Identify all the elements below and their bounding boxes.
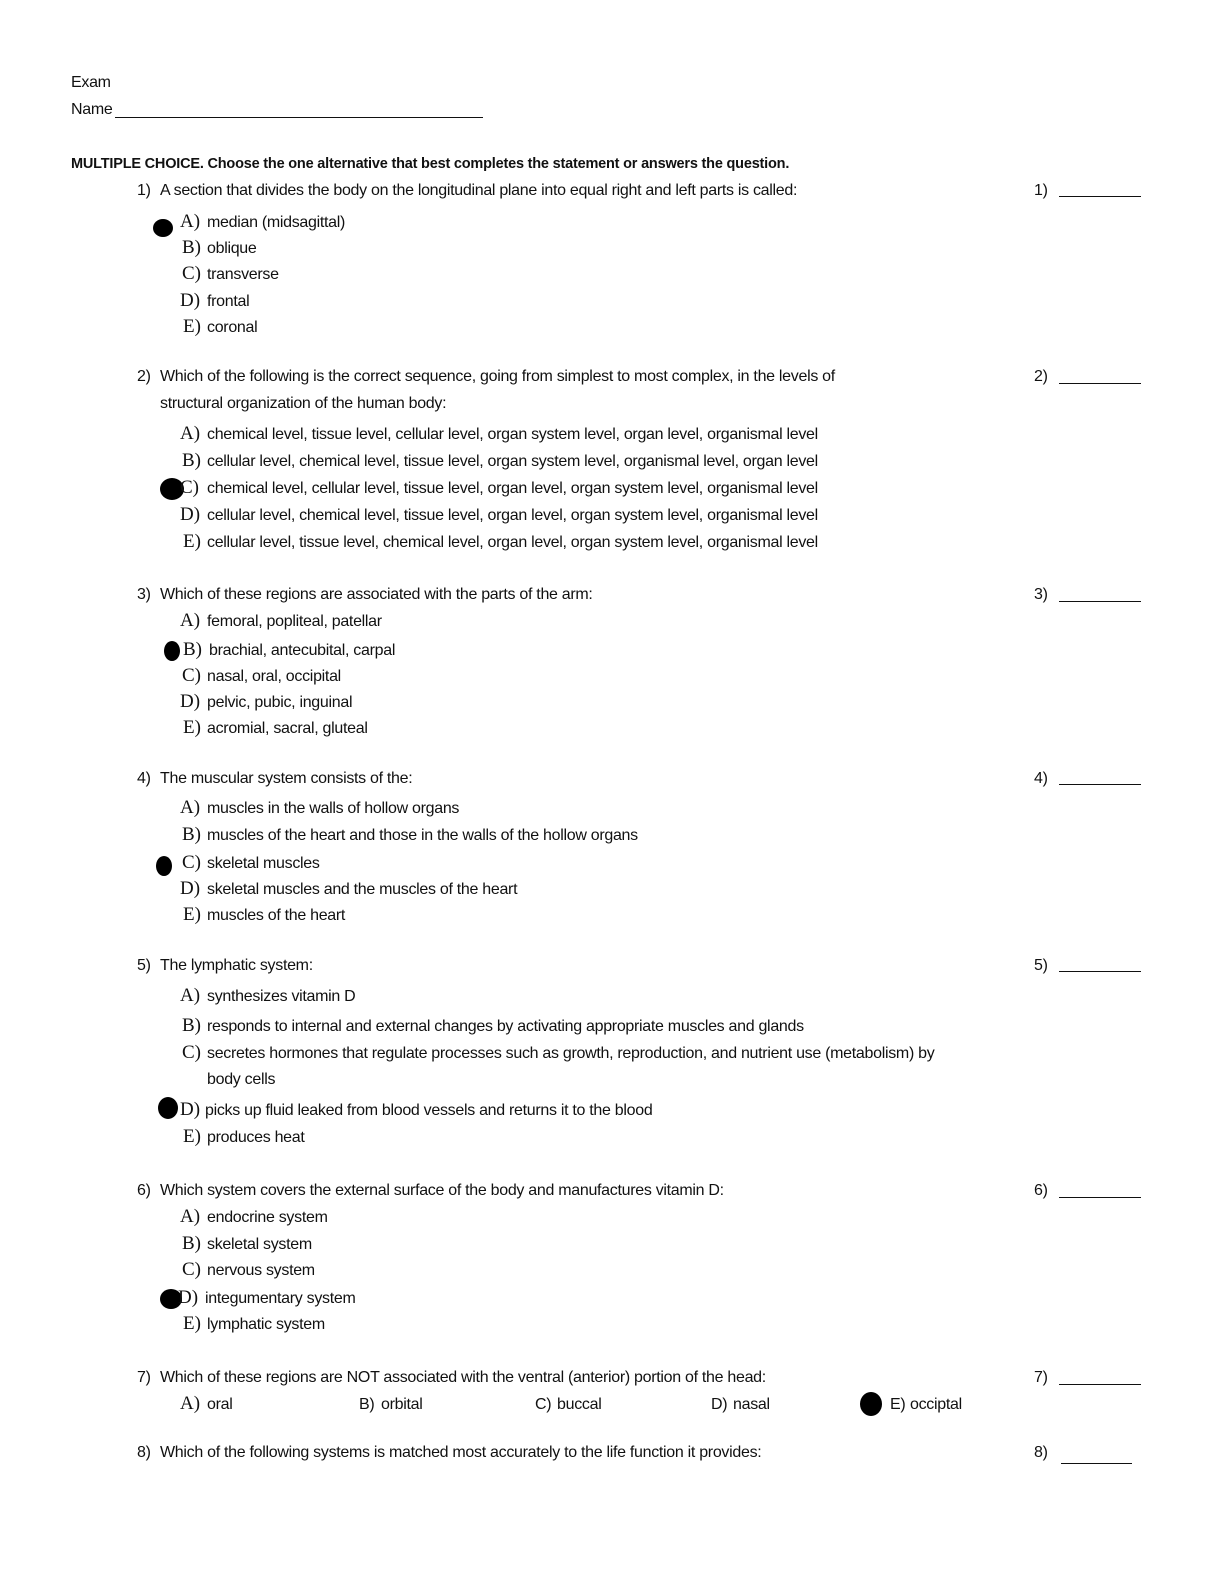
option-text: picks up fluid leaked from blood vessels and returns it to the blood — [205, 1102, 653, 1119]
option-letter: C) — [535, 1396, 552, 1413]
option-letter: B) — [183, 639, 202, 660]
option-text: produces heat — [207, 1129, 305, 1146]
answer-mark — [860, 1392, 882, 1416]
option-letter: A) — [180, 610, 201, 631]
answer-number: 5) — [1034, 957, 1048, 974]
option-text: synthesizes vitamin D — [207, 988, 356, 1005]
option-text: chemical level, tissue level, cellular level, organ system level, organ level, organismal level — [207, 426, 818, 443]
answer-mark — [164, 641, 180, 661]
option-text: acromial, sacral, gluteal — [207, 720, 368, 737]
option-text: integumentary system — [205, 1290, 356, 1307]
section-heading: MULTIPLE CHOICE. Choose the one alternative that best completes the statement or answers the question. — [71, 156, 790, 172]
question-number: 1) — [137, 182, 151, 199]
question-text: Which of these regions are NOT associated with the ventral (anterior) portion of the head: — [160, 1369, 766, 1386]
option-text: median (midsagittal) — [207, 214, 346, 231]
option-text: cellular level, chemical level, tissue level, organ system level, organismal level, organ level — [207, 453, 818, 470]
question-text: Which of the following systems is matched most accurately to the life function it provides: — [160, 1444, 762, 1461]
option-letter: B) — [182, 1233, 201, 1254]
option-text: endocrine system — [207, 1209, 328, 1226]
option-text: muscles of the heart and those in the walls of the hollow organs — [207, 827, 638, 844]
option-text: skeletal muscles — [207, 855, 320, 872]
option-letter: C) — [182, 1259, 201, 1280]
option-text: skeletal muscles and the muscles of the heart — [207, 881, 518, 898]
answer-blank — [1059, 1384, 1141, 1385]
answer-number: 3) — [1034, 586, 1048, 603]
answer-mark — [153, 219, 173, 237]
name-field-line — [115, 117, 483, 118]
option-text: lymphatic system — [207, 1316, 325, 1333]
option-letter: E) — [183, 904, 201, 925]
option-letter: C) — [182, 263, 201, 284]
option-letter: A) — [180, 1206, 201, 1227]
option-text: femoral, popliteal, patellar — [207, 613, 382, 630]
answer-number: 7) — [1034, 1369, 1048, 1386]
question-number: 7) — [137, 1369, 151, 1386]
question-text: Which of the following is the correct sequence, going from simplest to most complex, in the levels of — [160, 368, 835, 385]
option-letter: C) — [182, 1042, 201, 1063]
question-text: structural organization of the human body: — [160, 395, 447, 412]
answer-mark — [156, 856, 172, 876]
option-letter: B) — [182, 237, 201, 258]
option-letter: A) — [180, 985, 201, 1006]
option-text: brachial, antecubital, carpal — [209, 642, 396, 659]
option-letter: C) — [180, 477, 199, 498]
question-text: A section that divides the body on the longitudinal plane into equal right and left parts is called: — [160, 182, 798, 199]
option-letter: B) — [182, 1015, 201, 1036]
option-text-continued: body cells — [207, 1071, 276, 1088]
option-text: oral — [207, 1396, 233, 1413]
option-text: muscles in the walls of hollow organs — [207, 800, 460, 817]
question-text: Which system covers the external surface of the body and manufactures vitamin D: — [160, 1182, 724, 1199]
option-text: responds to internal and external changes by activating appropriate muscles and glands — [207, 1018, 804, 1035]
answer-mark — [158, 1097, 178, 1119]
answer-number: 2) — [1034, 368, 1048, 385]
option-letter: D) — [711, 1396, 728, 1413]
option-letter: D) — [180, 290, 201, 311]
option-text: chemical level, cellular level, tissue level, organ level, organ system level, organismal level — [207, 480, 818, 497]
option-letter: B) — [182, 450, 201, 471]
option-letter: A) — [180, 423, 201, 444]
option-letter: B) — [182, 824, 201, 845]
option-letter: C) — [182, 852, 201, 873]
question-text: Which of these regions are associated with the parts of the arm: — [160, 586, 593, 603]
option-text: buccal — [557, 1396, 602, 1413]
option-text: frontal — [207, 293, 250, 310]
option-letter: B) — [359, 1396, 375, 1413]
question-number: 5) — [137, 957, 151, 974]
option-letter: E) — [183, 531, 201, 552]
option-letter: D) — [180, 691, 201, 712]
option-letter: D) — [180, 878, 201, 899]
answer-number: 6) — [1034, 1182, 1048, 1199]
option-letter: D) — [180, 504, 201, 525]
option-letter: A) — [180, 797, 201, 818]
answer-blank — [1061, 1463, 1132, 1464]
answer-number: 8) — [1034, 1444, 1048, 1461]
question-number: 2) — [137, 368, 151, 385]
answer-number: 4) — [1034, 770, 1048, 787]
exam-label: Exam — [71, 74, 111, 91]
option-letter: E) — [183, 1313, 201, 1334]
question-text: The muscular system consists of the: — [160, 770, 413, 787]
option-text: occiptal — [910, 1396, 962, 1413]
question-number: 8) — [137, 1444, 151, 1461]
question-number: 6) — [137, 1182, 151, 1199]
name-label: Name — [71, 101, 113, 118]
answer-blank — [1059, 971, 1141, 972]
option-text: cellular level, chemical level, tissue level, organ level, organ system level, organismal level — [207, 507, 818, 524]
option-letter: E) — [183, 717, 201, 738]
answer-blank — [1059, 196, 1141, 197]
option-text: muscles of the heart — [207, 907, 346, 924]
question-number: 3) — [137, 586, 151, 603]
option-letter: D) — [180, 1099, 201, 1120]
option-text: cellular level, tissue level, chemical level, organ level, organ system level, organismal level — [207, 534, 818, 551]
option-letter: A) — [180, 1393, 201, 1414]
question-number: 4) — [137, 770, 151, 787]
answer-number: 1) — [1034, 182, 1048, 199]
option-text: nervous system — [207, 1262, 315, 1279]
option-text: oblique — [207, 240, 257, 257]
option-letter: E) — [183, 316, 201, 337]
option-text: nasal, oral, occipital — [207, 668, 341, 685]
option-text: pelvic, pubic, inguinal — [207, 694, 353, 711]
answer-blank — [1059, 1197, 1141, 1198]
answer-blank — [1059, 383, 1141, 384]
option-text: orbital — [381, 1396, 423, 1413]
option-letter: C) — [182, 665, 201, 686]
question-text: The lymphatic system: — [160, 957, 313, 974]
answer-blank — [1059, 601, 1141, 602]
option-text: transverse — [207, 266, 279, 283]
option-text: skeletal system — [207, 1236, 312, 1253]
option-text: coronal — [207, 319, 258, 336]
option-text: nasal — [733, 1396, 770, 1413]
option-letter: E) — [890, 1396, 906, 1413]
option-letter: E) — [183, 1126, 201, 1147]
answer-blank — [1059, 784, 1141, 785]
option-letter: A) — [180, 211, 201, 232]
option-text: secretes hormones that regulate processes such as growth, reproduction, and nutrient use (metabolism) by — [207, 1045, 935, 1062]
option-letter: D) — [178, 1287, 199, 1308]
